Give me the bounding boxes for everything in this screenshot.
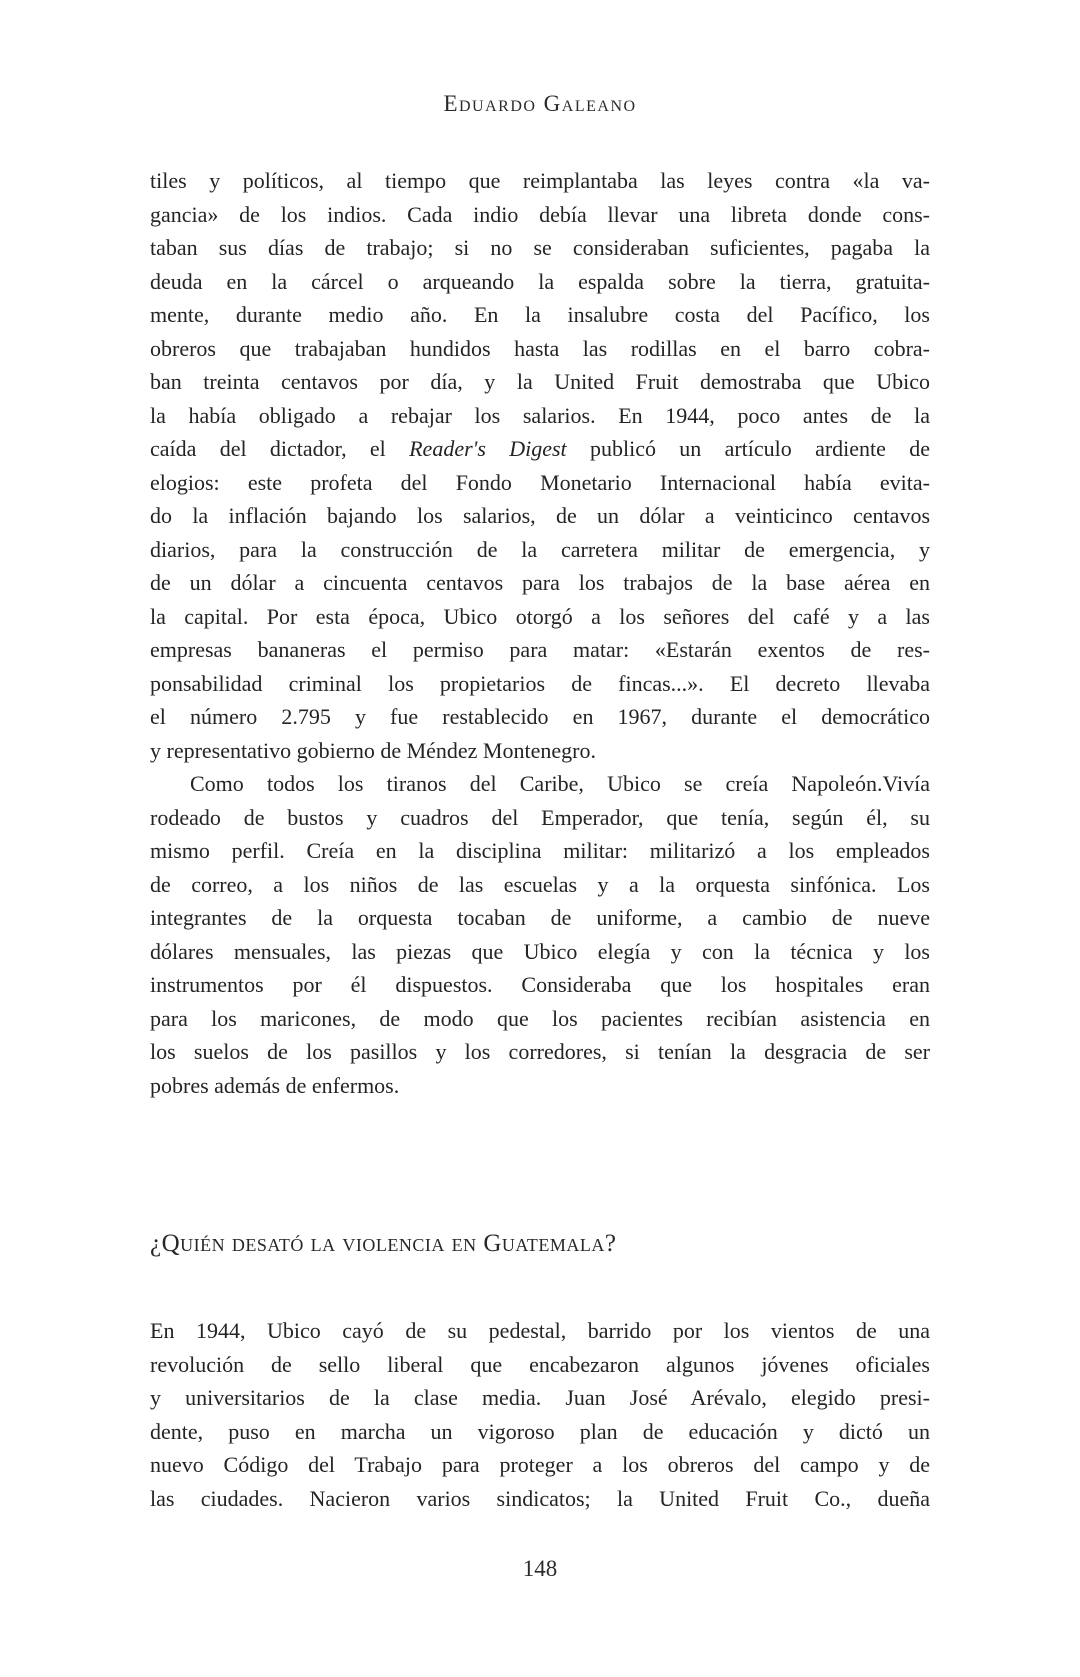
paragraph — [150, 767, 930, 1102]
text-line: En 1944, Ubico cayó de su pedestal, barrido por los vientos de una — [150, 1318, 930, 1343]
text-line: instrumentos por él dispuestos. Consideraba que los hospitales eran — [150, 972, 930, 997]
text-line: para los maricones, de modo que los pacientes recibían asistencia en — [150, 1005, 930, 1031]
text-line: deuda en la cárcel o arqueando la espalda sobre la tierra, gratuita- — [150, 268, 930, 294]
text-line: elogios: este profeta del Fondo Monetario Internacional había evita- — [150, 469, 930, 495]
text-line: de correo, a los niños de las escuelas y a la orquesta sinfónica. Los — [150, 871, 930, 897]
text-block — [150, 164, 930, 1515]
page-number: 148 — [522, 1556, 558, 1581]
text-line: obreros que trabajaban hundidos hasta las rodillas en el barro cobra- — [150, 335, 930, 361]
text-line: el número 2.795 y fue restablecido en 1967, durante el democrático — [150, 704, 930, 729]
text-line: diarios, para la construcción de la carretera militar de emergencia, y — [150, 536, 930, 562]
text-line: taban sus días de trabajo; si no se consideraban suficientes, pagaba la — [150, 235, 930, 260]
text-line: ban treinta centavos por día, y la United Fruit demostraba que Ubico — [150, 369, 930, 394]
text-line: mente, durante medio año. En la insalubre costa del Pacífico, los — [150, 302, 930, 327]
text-line: las ciudades. Nacieron varios sindicatos; la United Fruit Co., dueña — [150, 1485, 930, 1511]
text-line: integrantes de la orquesta tocaban de uniforme, a cambio de nueve — [150, 905, 930, 930]
paragraph — [150, 1314, 930, 1515]
text-line: de un dólar a cincuenta centavos para los trabajos de la base aérea en — [150, 570, 930, 595]
running-header — [0, 0, 1080, 118]
text-line: caída del dictador, el Reader's Digest publicó un artículo ardiente de — [150, 436, 931, 461]
text-line: la había obligado a rebajar los salarios. En 1944, poco antes de la — [150, 402, 930, 428]
text-line: dente, puso en marcha un vigoroso plan de educación y dictó un — [150, 1418, 930, 1444]
text-line: y representativo gobierno de Méndez Montenegro. — [150, 737, 596, 763]
section-heading: ¿Quién desató la violencia en Guatemala? — [150, 1230, 617, 1257]
text-line: la capital. Por esta época, Ubico otorgó a los señores del café y a las — [150, 603, 930, 629]
text-line: los suelos de los pasillos y los corredores, si tenían la desgracia de ser — [150, 1039, 930, 1064]
text-line: rodeado de bustos y cuadros del Emperador, que tenía, según él, su — [150, 804, 930, 830]
text-line: dólares mensuales, las piezas que Ubico elegía y con la técnica y los — [150, 938, 930, 964]
running-header-text: Eduardo Galeano — [443, 91, 637, 116]
text-line: gancia» de los indios. Cada indio debía llevar una libreta donde cons- — [150, 201, 930, 227]
text-line: revolución de sello liberal que encabezaron algunos jóvenes oficiales — [150, 1351, 930, 1377]
text-line: pobres además de enfermos. — [150, 1072, 400, 1098]
text-line: mismo perfil. Creía en la disciplina militar: militarizó a los empleados — [150, 838, 930, 863]
text-line: Como todos los tiranos del Caribe, Ubico se creía Napoleón.Vivía — [190, 771, 930, 796]
text-line: empresas bananeras el permiso para matar: «Estarán exentos de res- — [150, 637, 930, 662]
text-line: y universitarios de la clase media. Juan José Arévalo, elegido presi- — [150, 1385, 930, 1410]
text-line: nuevo Código del Trabajo para proteger a los obreros del campo y de — [150, 1452, 930, 1477]
text-line: ponsabilidad criminal los propietarios de fincas...». El decreto llevaba — [150, 670, 930, 696]
text-line: do la inflación bajando los salarios, de un dólar a veinticinco centavos — [150, 503, 930, 528]
text-line: tiles y políticos, al tiempo que reimplantaba las leyes contra «la va- — [150, 168, 930, 193]
paragraph — [150, 164, 930, 767]
